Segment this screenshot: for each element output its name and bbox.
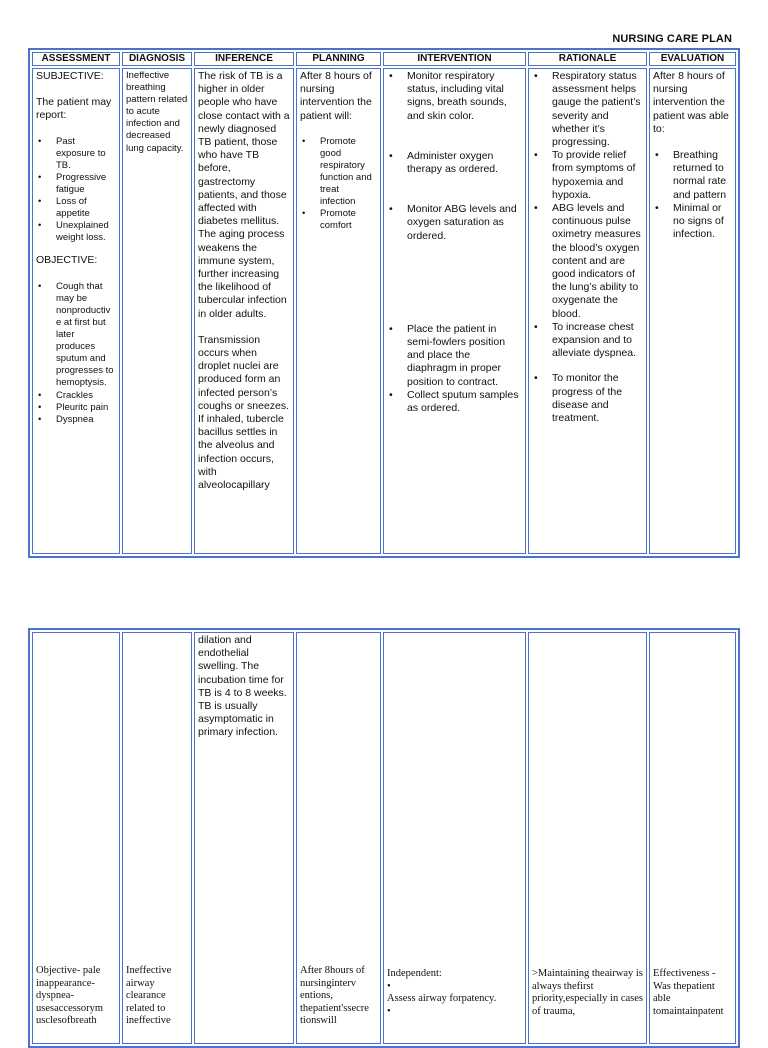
list-item: • Breathing returned to normal rate and pattern [653,149,732,202]
objective-label: OBJECTIVE: [36,254,98,267]
list-item: • Cough that may be nonproductiv e at first but later produces sputum and progresses to hemoptysis. [36,281,116,390]
rationale-cell [528,68,647,554]
document-title: NURSING CARE PLAN [612,33,732,45]
list-item: • Past exposure to TB. [36,136,116,172]
list-item: • Pleuritc pain [36,402,116,414]
evaluation-list [653,149,732,241]
list-item: • Administer oxygen therapy as ordered. [387,150,522,176]
bullet-mark: • [387,980,391,992]
rationale-cell [528,632,647,1044]
planning-list [300,136,377,233]
list-item: • Dyspnea [36,414,116,426]
list-item: • Promote good respiratory function and treat infection [300,136,377,209]
list-item: • Collect sputum samples as ordered. [387,389,522,415]
inference-cell [194,632,294,1044]
header-rationale: RATIONALE [528,52,647,66]
list-item: • Progressive fatigue [36,172,116,196]
assessment-cell [32,632,120,1044]
evaluation-cell [649,632,736,1044]
evaluation-cell [649,68,736,554]
list-item: • Crackles [36,390,116,402]
list-item: • Monitor ABG levels and oxygen saturation as ordered. [387,203,522,243]
bullet-mark: • [387,1005,391,1017]
diagnosis-text: Ineffective airway clearance related to ineffective [126,965,172,1026]
planning-cell [296,68,381,554]
list-item: • Unexplained weight loss. [36,220,116,244]
rationale-list [532,70,643,425]
diagnosis-cell [122,632,192,1044]
subjective-label: SUBJECTIVE: [36,70,104,82]
subjective-list [36,136,116,245]
rationale-text: >Maintaining theairway is always thefirst priority,especially in cases of trauma, [532,968,643,1017]
header-planning: PLANNING [296,52,381,66]
subjective-intro: The patient may report: [36,96,112,122]
list-item: • To monitor the progress of the disease and treatment. [532,372,643,425]
header-intervention: INTERVENTION [383,52,526,66]
header-assessment: ASSESSMENT [32,52,120,66]
intervention-text: Assess airway forpatency. [387,993,497,1004]
diagnosis-text: Ineffective breathing pattern related to acute infection and decreased lung capacity. [126,70,188,154]
header-evaluation: EVALUATION [649,52,736,66]
list-item: • ABG levels and continuous pulse oximetry measures the blood’s oxygen content and are good indicators of the lung’s ability to oxygenate the blood. [532,202,643,321]
inference-cell [194,68,294,554]
planning-text: After 8hours of nursinginterv entions, thepatient'ssecre tionswill [300,965,369,1026]
assessment-text: Objective- pale inappearance- dyspnea- usesaccessorym usclesofbreath [36,965,104,1026]
list-item: • Minimal or no signs of infection. [653,202,732,242]
care-plan-table [28,48,740,558]
inference-paragraph: Transmission occurs when droplet nuclei are produced form an infected person’s coughs or sneezes. If inhaled, tubercle bacillus settles in the alveolus and infection occurs, with alveolocapillary [198,333,290,492]
inference-paragraph: dilation and endothelial swelling. The incubation time for TB is 4 to 8 weeks. TB is usually asymptomatic in primary infection. [198,634,287,739]
intervention-label: Independent: [387,968,442,979]
list-item: • Place the patient in semi-fowlers position and place the diaphragm in proper position to contract. [387,323,522,389]
intervention-list [387,70,522,415]
intervention-cell [383,68,526,554]
planning-intro: After 8 hours of nursing intervention the patient will: [300,70,372,122]
inference-paragraph: The risk of TB is a higher in older people who have close contact with a newly diagnosed TB patient, those who have TB before, gastrectomy patients, and those affected with diabetes mellitus. The aging process weakens the immune system, further increasing the likelihood of tubercular infection in older adults. [198,70,290,320]
objective-list [36,281,116,426]
diagnosis-cell [122,68,192,554]
care-plan-table-continued [28,628,740,1048]
header-diagnosis: DIAGNOSIS [122,52,192,66]
list-item: • Monitor respiratory status, including vital signs, breath sounds, and skin color. [387,70,522,123]
planning-cell [296,632,381,1044]
evaluation-text: Effectiveness - Was thepatient able tomaintainpatent [653,968,724,1017]
assessment-cell [32,68,120,554]
list-item: • Loss of appetite [36,196,116,220]
list-item: • To provide relief from symptoms of hypoxemia and hypoxia. [532,149,643,202]
evaluation-intro: After 8 hours of nursing intervention the patient was able to: [653,70,729,135]
list-item: • Promote comfort [300,208,377,232]
intervention-cell [383,632,526,1044]
list-item: • Respiratory status assessment helps gauge the patient’s severity and whether it’s progressing. [532,70,643,149]
list-item: • To increase chest expansion and to alleviate dyspnea. [532,321,643,361]
header-inference: INFERENCE [194,52,294,66]
